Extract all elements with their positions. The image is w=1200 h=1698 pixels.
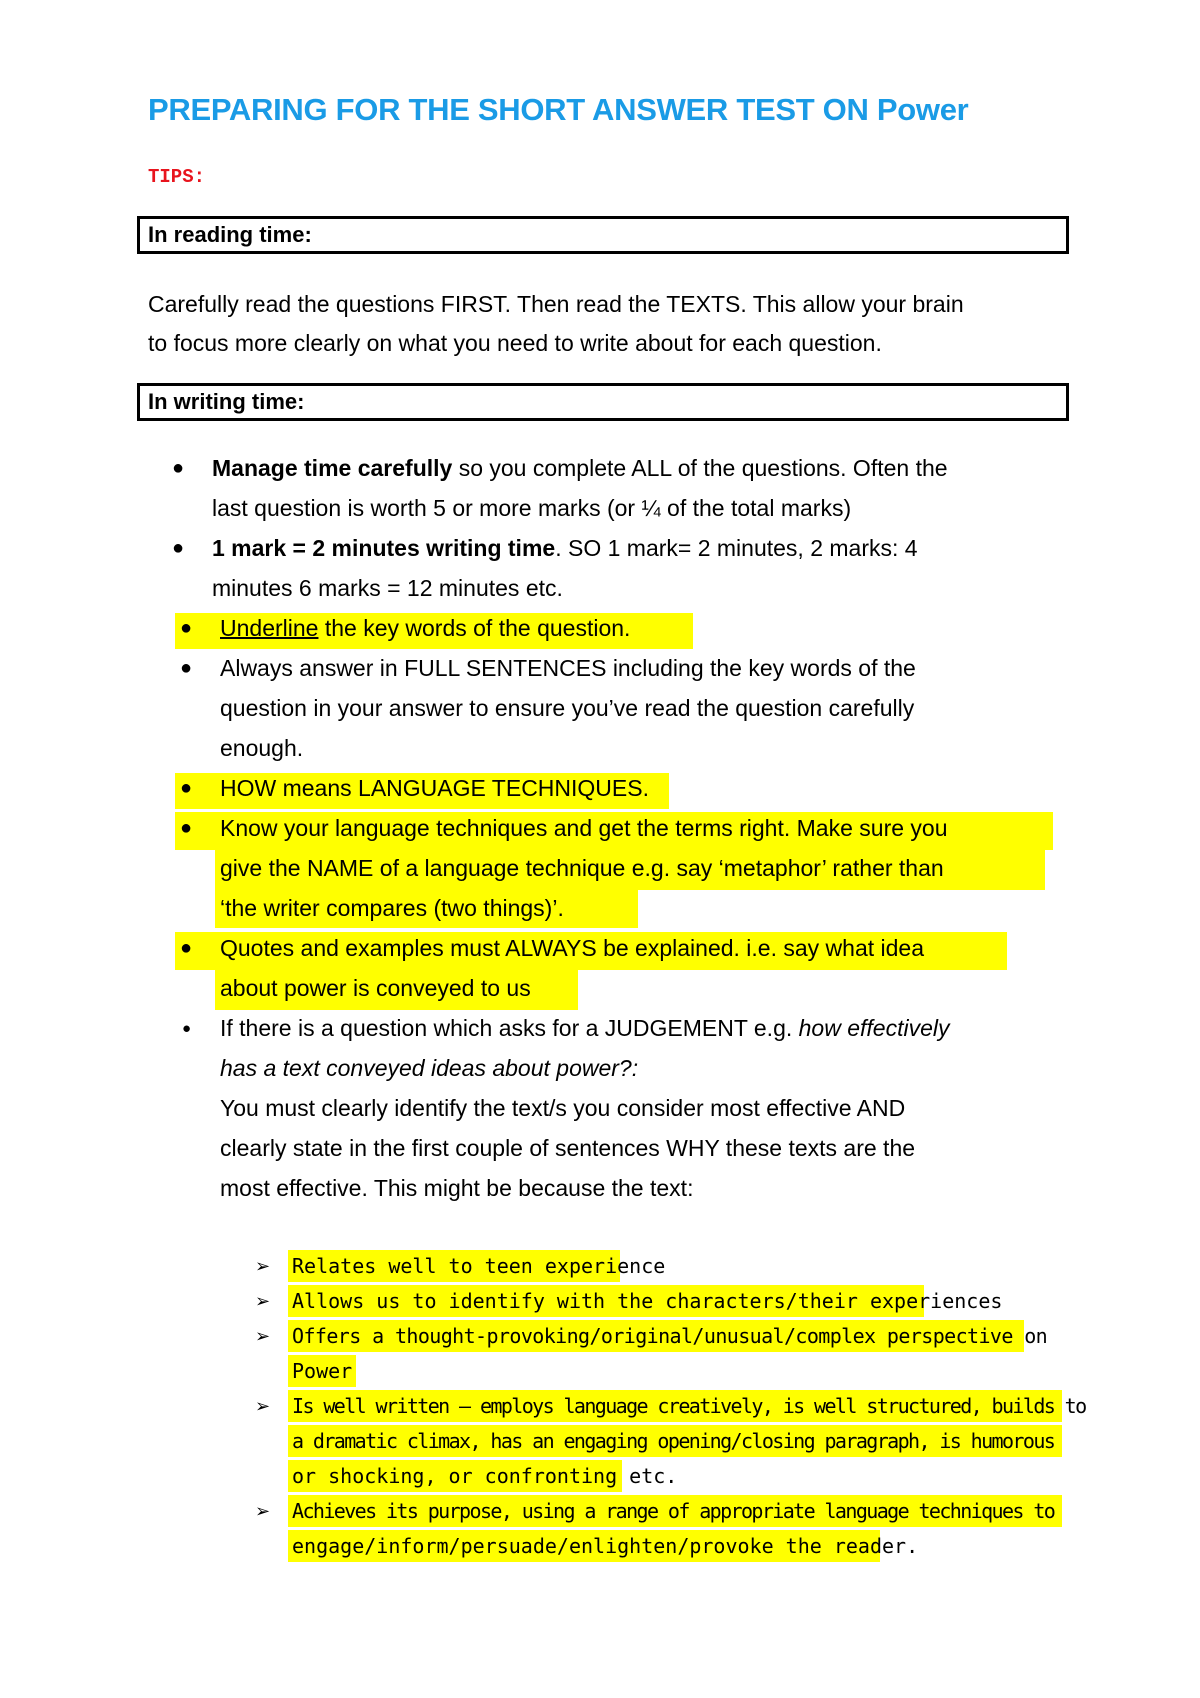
reading-paragraph	[148, 285, 1068, 363]
reading-line-1: Carefully read the questions FIRST. Then read the TEXTS. This allow your brain	[148, 291, 964, 317]
bullet-6-line-1: Know your language techniques and get the terms right. Make sure you	[220, 815, 948, 841]
reading-line-2: to focus more clearly on what you need to write about for each question.	[148, 330, 882, 356]
reason-1: Relates well to teen experience	[292, 1254, 666, 1278]
reading-time-heading-box	[137, 216, 1069, 254]
bullet-dot-icon: ●	[180, 617, 193, 639]
bullet-dot-icon: ●	[180, 937, 193, 959]
bullet-dot-icon: ●	[180, 817, 193, 839]
reason-4-line-1: Is well written – employs language creatively, is well structured, builds to	[292, 1394, 1086, 1418]
bullet-6-line-3: ‘the writer compares (two things)’.	[220, 895, 564, 921]
arrowhead-icon: ➢	[255, 1501, 271, 1521]
bullet-dot-icon: ●	[172, 457, 185, 479]
reason-4-line-3: or shocking, or confronting etc.	[292, 1464, 678, 1488]
reason-2: Allows us to identify with the characters/their experiences	[292, 1289, 1003, 1313]
bullet-2-line-2: minutes 6 marks = 12 minutes etc.	[212, 575, 563, 601]
bullet-1-line-2: last question is worth 5 or more marks (or ¼ of the total marks)	[212, 495, 852, 521]
bullet-dot-icon: ●	[180, 777, 193, 799]
reason-3-line-1: Offers a thought-provoking/original/unusual/complex perspective on	[292, 1324, 1048, 1348]
bullet-8-line-2: has a text conveyed ideas about power?:	[220, 1055, 639, 1081]
bullet-8-line-4: clearly state in the first couple of sentences WHY these texts are the	[220, 1135, 916, 1161]
bullet-5-line-1: HOW means LANGUAGE TECHNIQUES.	[220, 775, 649, 801]
bullet-8-line-5: most effective. This might be because the text:	[220, 1175, 694, 1201]
bullet-6-line-2: give the NAME of a language technique e.g. say ‘metaphor’ rather than	[220, 855, 944, 881]
tips-label: TIPS:	[148, 166, 206, 188]
arrowhead-icon: ➢	[255, 1291, 271, 1311]
bullet-8-line-1: If there is a question which asks for a JUDGEMENT e.g. how effectively	[220, 1015, 950, 1041]
bullet-2-line-1: 1 mark = 2 minutes writing time. SO 1 mark= 2 minutes, 2 marks: 4	[212, 535, 918, 561]
bullet-3-line-1: Underline the key words of the question.	[220, 615, 631, 641]
reading-time-heading: In reading time:	[148, 222, 312, 247]
arrowhead-icon: ➢	[255, 1326, 271, 1346]
bullet-dot-icon: ●	[172, 537, 185, 559]
reason-3-line-2: Power	[292, 1359, 353, 1383]
bullet-4-line-3: enough.	[220, 735, 304, 761]
bullet-dot-icon: ●	[182, 1020, 192, 1037]
writing-time-heading-box	[137, 383, 1069, 421]
bullet-7-line-2: about power is conveyed to us	[220, 975, 531, 1001]
arrowhead-icon: ➢	[255, 1396, 271, 1416]
arrowhead-icon: ➢	[255, 1256, 271, 1276]
writing-time-heading: In writing time:	[148, 389, 305, 414]
reason-5-line-2: engage/inform/persuade/enlighten/provoke the reader.	[292, 1534, 919, 1558]
bullet-8-line-3: You must clearly identify the text/s you consider most effective AND	[220, 1095, 906, 1121]
bullet-1-line-1: Manage time carefully so you complete ALL of the questions. Often the	[212, 455, 948, 481]
reason-5-line-1: Achieves its purpose, using a range of appropriate language techniques to	[292, 1499, 1055, 1523]
bullet-4-line-2: question in your answer to ensure you’ve read the question carefully	[220, 695, 915, 721]
bullet-dot-icon: ●	[180, 657, 193, 679]
reason-4-line-2: a dramatic climax, has an engaging opening/closing paragraph, is humorous	[292, 1429, 1055, 1453]
bullet-4-line-1: Always answer in FULL SENTENCES including the key words of the	[220, 655, 916, 681]
bullet-7-line-1: Quotes and examples must ALWAYS be explained. i.e. say what idea	[220, 935, 925, 961]
page-title: PREPARING FOR THE SHORT ANSWER TEST ON Power	[148, 92, 969, 127]
